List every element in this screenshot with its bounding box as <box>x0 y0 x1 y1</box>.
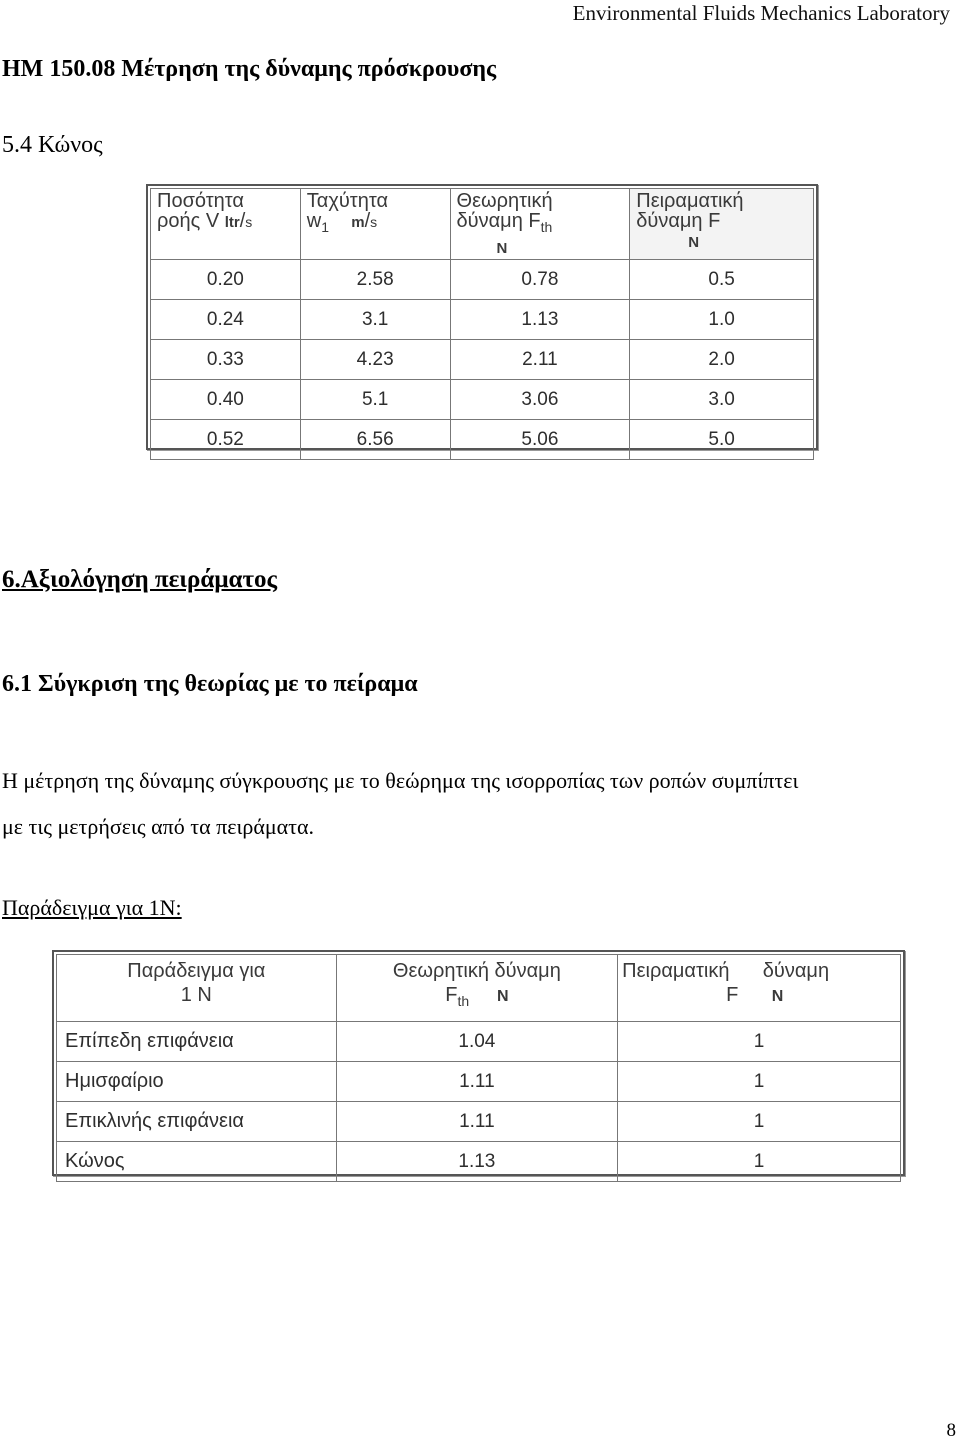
surface-name-cell: Επίπεδη επιφάνεια <box>57 1022 337 1062</box>
table-cell: 4.23 <box>300 340 450 380</box>
table-cell: 5.06 <box>450 420 630 460</box>
table-cell: 1.04 <box>336 1022 618 1062</box>
table-cell: 5.1 <box>300 380 450 420</box>
table-cell: 0.78 <box>450 260 630 300</box>
header-line: ροής V <box>157 210 220 232</box>
surface-name-cell: Επικλινής επιφάνεια <box>57 1102 337 1142</box>
table-cell: 1 <box>618 1102 901 1142</box>
table-cell: 5.0 <box>630 420 814 460</box>
cone-measurements-table <box>146 184 818 450</box>
table-row <box>57 1022 901 1062</box>
table-row <box>151 260 814 300</box>
table-cell: 1.11 <box>336 1062 618 1102</box>
table-cell: 1.11 <box>336 1102 618 1142</box>
header-line: Πειραματική δύναμη <box>622 960 830 982</box>
table-header-row <box>151 189 814 260</box>
table-cell: 1 <box>618 1142 901 1182</box>
surface-name-cell: Ημισφαίριο <box>57 1062 337 1102</box>
table-cell: 2.11 <box>450 340 630 380</box>
unit-numerator: m <box>351 214 365 231</box>
subsection-6-1-title: 6.1 Σύγκριση της θεωρίας με το πείραμα <box>2 671 418 697</box>
lab-name-header: Environmental Fluids Mechanics Laboratory <box>572 1 950 25</box>
header-line: w <box>306 210 322 232</box>
table-row <box>151 420 814 460</box>
experimental-force-header <box>618 955 901 1022</box>
header-line: δύναμη F <box>636 210 721 232</box>
table-cell: 1.13 <box>336 1142 618 1182</box>
header-line: Παράδειγμα για <box>127 960 266 982</box>
paragraph-line: με τις μετρήσεις από τα πειράματα. <box>2 814 315 839</box>
header-line: F <box>726 984 739 1006</box>
table-cell: 0.33 <box>151 340 301 380</box>
table-header-row <box>57 955 901 1022</box>
header-line: Θεωρητική <box>456 190 553 212</box>
table-cell: 3.1 <box>300 300 450 340</box>
table-cell: 2.58 <box>300 260 450 300</box>
table-row <box>151 380 814 420</box>
table-cell: 1 <box>618 1062 901 1102</box>
table-cell: 0.20 <box>151 260 301 300</box>
table-row <box>57 1142 901 1182</box>
table-cell: 2.0 <box>630 340 814 380</box>
table-row <box>151 340 814 380</box>
table-cell: 3.06 <box>450 380 630 420</box>
theoretical-force-header <box>450 189 630 260</box>
table-cell: 0.24 <box>151 300 301 340</box>
example-header <box>57 955 337 1022</box>
unit: N <box>496 240 508 257</box>
table-cell: 3.0 <box>630 380 814 420</box>
table-cell: 1.0 <box>630 300 814 340</box>
comparison-paragraph <box>2 758 958 850</box>
unit-numerator: ltr <box>224 214 240 231</box>
table-cell: 0.5 <box>630 260 814 300</box>
section-6-title: 6.Αξιολόγηση πειράματος <box>2 566 278 593</box>
subscript: th <box>540 219 553 235</box>
table-row <box>57 1102 901 1142</box>
table-cell: 1.13 <box>450 300 630 340</box>
unit-denominator: s <box>370 214 378 230</box>
header-line: δύναμη F <box>456 210 541 232</box>
table-cell: 6.56 <box>300 420 450 460</box>
header-line: F <box>445 984 458 1006</box>
example-comparison-table <box>52 950 905 1176</box>
paragraph-line: Η μέτρηση της δύναμης σύγκρουσης με το θεώρημα της ισορροπίας των ροπών συμπίπτει <box>2 768 799 793</box>
header-line: Ποσότητα <box>157 190 244 212</box>
table-row <box>151 300 814 340</box>
page-number: 8 <box>946 1420 956 1441</box>
example-label: Παράδειγμα για 1N: <box>2 895 182 920</box>
subscript: 1 <box>321 219 330 235</box>
unit-denominator: s <box>245 214 253 230</box>
subscript: th <box>457 993 470 1009</box>
section-5-4-title: 5.4 Κώνος <box>2 132 103 158</box>
flow-rate-header: Ποσότητα ροής V ltr/s <box>151 189 301 260</box>
header-line: Θεωρητική δύναμη <box>392 960 561 982</box>
table-row <box>57 1062 901 1102</box>
header-line: Πειραματική <box>636 190 744 212</box>
unit: N <box>496 988 509 1005</box>
velocity-header: Ταχύτητα $w_1$ m/s <box>300 189 450 260</box>
experimental-force-header <box>630 189 814 260</box>
surface-name-cell: Κώνος <box>57 1142 337 1182</box>
table-cell: 1 <box>618 1022 901 1062</box>
table-cell: 0.40 <box>151 380 301 420</box>
table-cell: 0.52 <box>151 420 301 460</box>
header-line: Ταχύτητα <box>306 190 389 212</box>
unit: N <box>771 988 784 1005</box>
document-title: HM 150.08 Μέτρηση της δύναμης πρόσκρουσης <box>2 56 497 82</box>
unit: N <box>688 234 700 251</box>
header-line: 1 N <box>180 984 212 1006</box>
theoretical-force-header <box>336 955 618 1022</box>
